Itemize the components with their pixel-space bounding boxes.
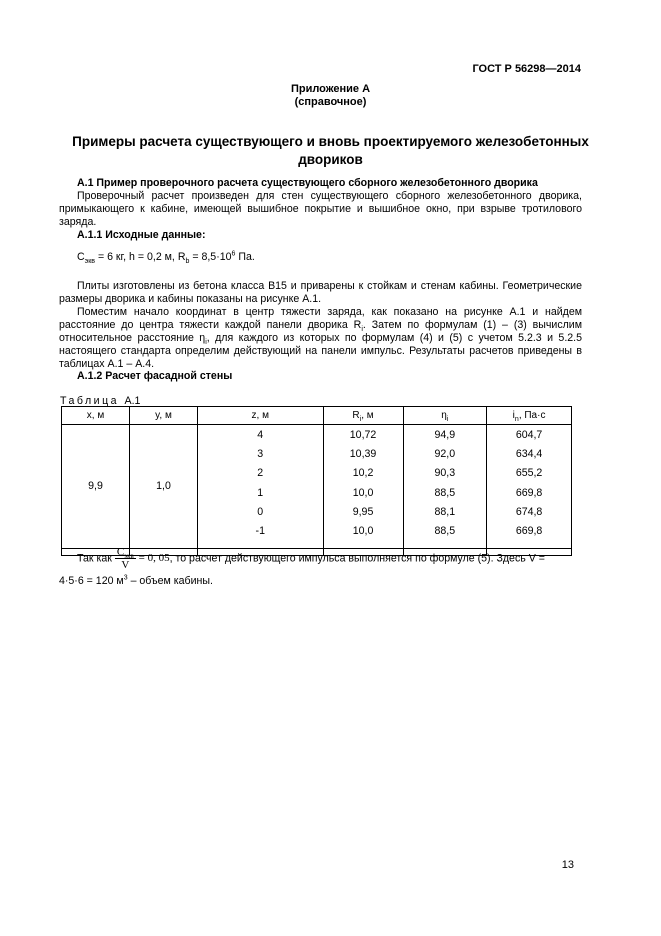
column-z <box>197 425 323 549</box>
table-cell: 634,4 <box>515 448 543 461</box>
table-cell: 10,0 <box>352 486 374 499</box>
cell-y-value: 1,0 <box>129 425 197 549</box>
table-cell: 1 <box>257 486 264 499</box>
document-title-line2: двориков <box>298 152 363 167</box>
table-cell: 94,9 <box>434 429 456 441</box>
volume-line: 4·5·6 = 120 $м^3$ – объем кабины. <box>59 574 213 587</box>
initial-data: $С_{экв} = 6$ кг, h = 0,2 м, $R_b = 8,5\cdot 10^6$ Па. <box>77 250 255 266</box>
table-cell: 10,0 <box>352 524 374 537</box>
table-cell: 674,8 <box>515 505 543 518</box>
header-y: y, м <box>129 407 197 425</box>
table-cell: 669,8 <box>515 524 543 537</box>
header-z: z, м <box>197 407 323 425</box>
document-title <box>60 133 601 169</box>
table-cell: 669,8 <box>515 486 543 499</box>
column-impulse <box>487 425 572 549</box>
table-cell: -1 <box>255 524 265 537</box>
table-cell: 10,72 <box>349 429 377 441</box>
header-x: x, м <box>62 407 130 425</box>
table-cell: 92,0 <box>434 448 456 461</box>
table-cell: 3 <box>257 448 264 461</box>
results-table <box>61 406 572 556</box>
condition-paragraph: Так как $\frac{С_{экв}}{V}$ = 0, 05, то расчет действующего импульса выполняется по формуле (5). Здесь V = <box>77 546 545 571</box>
table-cell: 0 <box>257 505 264 518</box>
page-number: 13 <box>561 859 574 871</box>
header-impulse: $i_n$, Па·с <box>487 407 572 425</box>
table-cell: 9,95 <box>352 505 374 518</box>
header-eta: $\eta_i$ <box>403 407 487 425</box>
paragraph-3: Поместим начало координат в центр тяжести заряда, как показано на рисунке А.1 и найдем расстояние до центра тяжести каждой панели дворика $R_i$. Затем по формулам (1) – (3) вычислим относительное расстояние $\eta_i$, для каждого из которых по формулам (4) и (5) с учетом 5.2.3 и 5.2.5 настоящего стандарта определим действующий на панели импульс. Результаты расчетов приведены в таблицах А.1 – А.4. <box>59 306 582 370</box>
section-a1-heading: А.1 Пример проверочного расчета существующего сборного железобетонного дворика <box>77 177 538 189</box>
table-cell: 90,3 <box>434 467 456 480</box>
annex-title: Приложение А <box>290 83 371 95</box>
document-title-line1: Примеры расчета существующего и вновь проектируемого железобетонных <box>72 134 589 149</box>
table-cell: 604,7 <box>515 429 543 441</box>
column-eta <box>403 425 487 549</box>
column-r <box>323 425 403 549</box>
header-r: $R_i$, м <box>323 407 403 425</box>
table-cell: 4 <box>257 429 264 441</box>
paragraph-2: Плиты изготовлены из бетона класса В15 и приварены к стойкам и стенам кабины. Геометрические размеры дворика и кабины показаны на рисунке А.1. <box>59 280 582 305</box>
cell-x-value: 9,9 <box>62 425 130 549</box>
standard-number: ГОСТ Р 56298—2014 <box>472 63 581 75</box>
table-cell: 655,2 <box>515 467 543 480</box>
section-a11-heading: А.1.1 Исходные данные: <box>77 229 206 241</box>
ratio-formula: $\frac{С_{экв}}{V}$ = 0, 05 <box>116 546 170 571</box>
table-caption: Таблица А.1 <box>60 395 141 407</box>
table-cell: 10,39 <box>349 448 377 461</box>
section-a12-heading: А.1.2 Расчет фасадной стены <box>77 370 233 382</box>
table-cell: 88,1 <box>434 505 456 518</box>
table-cell: 2 <box>257 467 264 480</box>
table-cell: 88,5 <box>434 486 456 499</box>
paragraph-1: Проверочный расчет произведен для стен существующего сборного железобетонного дворика, примыкающего к кабине, имеющей вышибное покрытие и вышибное окно, при взрыве тротилового заряда. <box>59 190 582 228</box>
table-cell: 10,2 <box>352 467 374 480</box>
table-cell: 88,5 <box>434 524 456 537</box>
annex-note: (справочное) <box>294 96 367 108</box>
